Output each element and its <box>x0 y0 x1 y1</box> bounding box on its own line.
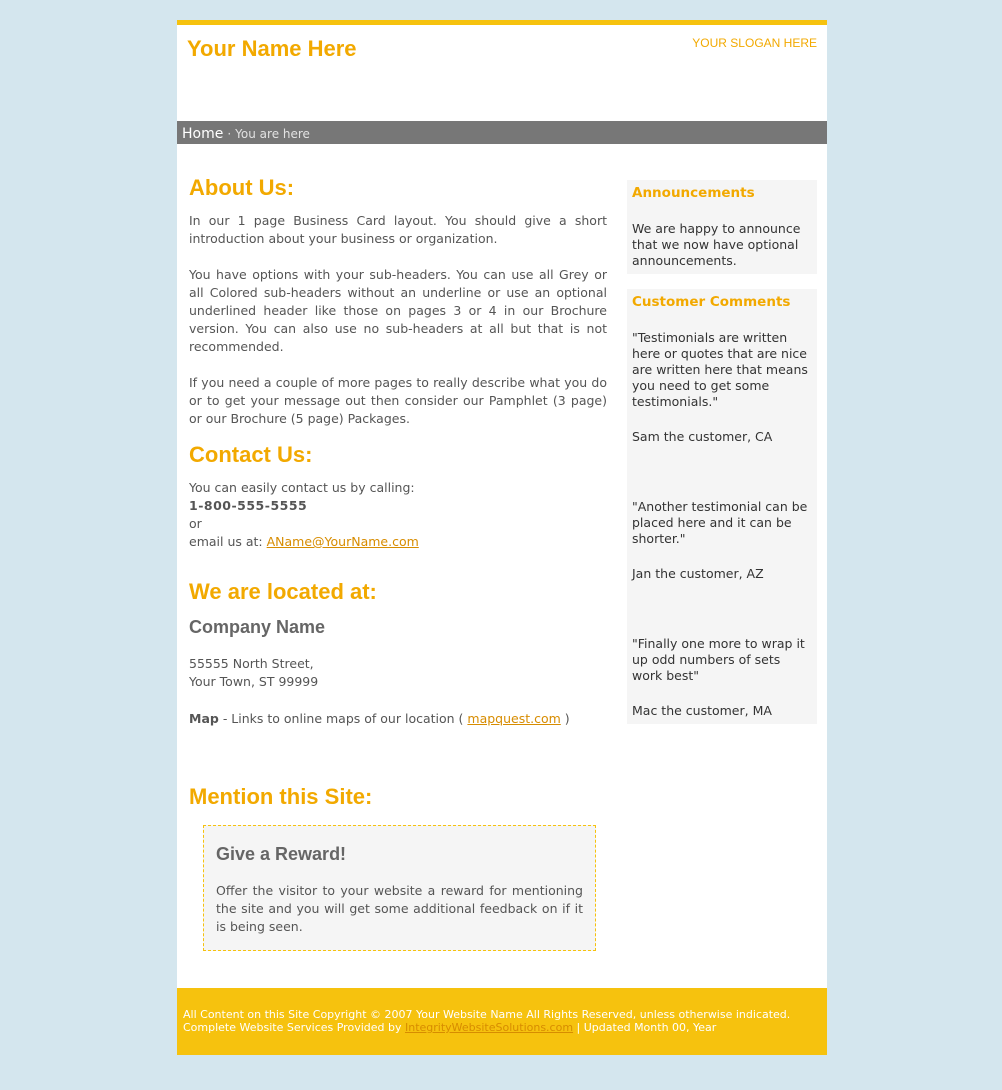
contact-or: or <box>189 516 202 531</box>
testimonial-author: Jan the customer, AZ <box>632 566 764 581</box>
map-line <box>189 710 607 728</box>
mapquest-link[interactable]: mapquest.com <box>467 711 561 726</box>
reward-text: Offer the visitor to your website a reward for mentioning the site and you will get some additional feedback on if it is being seen. <box>216 883 583 934</box>
footer-provider-link[interactable]: IntegrityWebsiteSolutions.com <box>404 1021 574 1034</box>
about-paragraph-2: You have options with your sub-headers. You can use all Grey or all Colored sub-headers without an underline or use an optional underlined header like those on pages 3 or 4 in our Brochure version. You can also use no sub-headers at all but that is not recommended. <box>189 267 607 354</box>
phone-number: 1-800-555-5555 <box>189 498 308 513</box>
map-label: Map <box>189 711 219 726</box>
contact-block <box>189 479 607 551</box>
address <box>189 655 607 691</box>
footer-credits-prefix: Complete Website Services Provided by <box>183 1021 402 1034</box>
announcement-text: We are happy to announce that we now have optional announcements. <box>632 221 801 268</box>
location-heading: We are located at: <box>189 579 377 604</box>
about-paragraph-1: In our 1 page Business Card layout. You should give a short introduction about your business or organization. <box>189 213 607 246</box>
breadcrumb-separator: · <box>227 127 232 141</box>
reward-box <box>203 825 596 951</box>
sidebar <box>627 180 817 724</box>
testimonial-author: Mac the customer, MA <box>632 703 772 718</box>
announcements-title: Announcements <box>632 185 755 201</box>
map-close: ) <box>564 711 570 726</box>
testimonial-author: Sam the customer, CA <box>632 429 773 444</box>
about-paragraph-3: If you need a couple of more pages to really describe what you do or to get your message out then consider our Pamphlet (3 page) or our Brochure (5 page) Packages. <box>189 375 607 426</box>
site-slogan: YOUR SLOGAN HERE <box>692 36 817 50</box>
email-prefix: email us at: <box>189 534 263 549</box>
main-content <box>189 175 607 951</box>
mention-heading: Mention this Site: <box>189 784 373 809</box>
customer-comments-box <box>627 289 817 724</box>
footer-copyright: All Content on this Site Copyright © 2007 Your Website Name All Rights Reserved, unless otherwise indicated. <box>183 1008 791 1021</box>
email-line <box>189 533 607 551</box>
breadcrumb <box>177 121 827 144</box>
breadcrumb-current: You are here <box>235 127 310 141</box>
footer-updated: | Updated Month 00, Year <box>576 1021 717 1034</box>
customer-comments-title: Customer Comments <box>632 294 791 310</box>
announcements-box <box>627 180 817 274</box>
contact-heading: Contact Us: <box>189 442 313 467</box>
about-heading: About Us: <box>189 175 295 200</box>
footer-credits <box>183 1021 821 1034</box>
site-header <box>177 25 827 121</box>
testimonial-quote: "Finally one more to wrap it up odd numbers of sets work best" <box>632 636 805 683</box>
nav-home-link[interactable]: Home <box>182 126 224 142</box>
contact-intro: You can easily contact us by calling: <box>189 480 415 495</box>
address-street: 55555 North Street, <box>189 656 314 671</box>
testimonial-quote: "Testimonials are written here or quotes that are nice are written here that means you need to get some testimonials." <box>632 330 808 409</box>
address-city: Your Town, ST 99999 <box>189 674 319 689</box>
company-name: Company Name <box>189 617 326 637</box>
testimonial-quote: "Another testimonial can be placed here and it can be shorter." <box>632 499 808 546</box>
site-footer <box>177 988 827 1055</box>
email-link[interactable]: AName@YourName.com <box>266 534 419 549</box>
map-text: - Links to online maps of our location ( <box>222 711 464 726</box>
page-container <box>177 20 827 1055</box>
reward-title: Give a Reward! <box>216 844 347 864</box>
site-name[interactable]: Your Name Here <box>187 36 357 61</box>
